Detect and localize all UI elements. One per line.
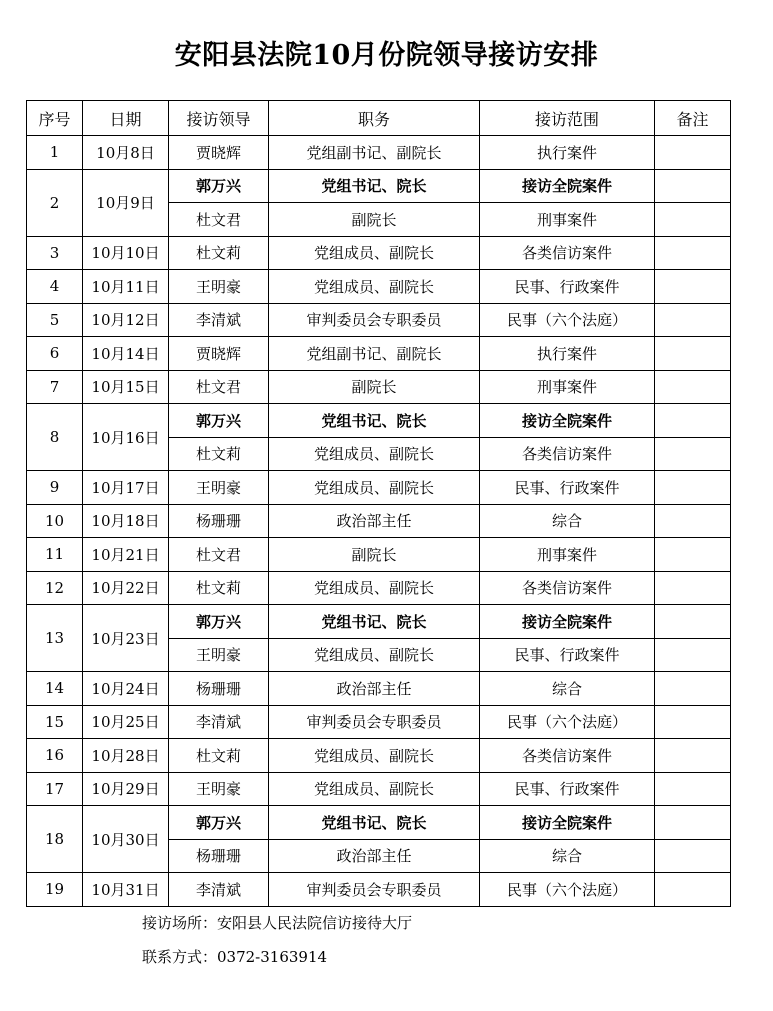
row-leader: 李清斌 — [169, 303, 269, 337]
row-leader: 杜文莉 — [169, 739, 269, 773]
table-row — [27, 303, 731, 337]
row-scope: 各类信访案件 — [480, 739, 655, 773]
row-note — [655, 437, 731, 471]
row-note — [655, 270, 731, 304]
row-note — [655, 303, 731, 337]
row-date: 10月28日 — [83, 739, 169, 773]
table-row — [27, 236, 731, 270]
footer-contact: 联系方式：0372-3163914 — [142, 948, 328, 966]
schedule-table — [26, 100, 731, 907]
row-scope: 民事、行政案件 — [480, 471, 655, 505]
row-no: 19 — [27, 873, 83, 907]
row-position: 政治部主任 — [269, 672, 480, 706]
row-scope: 刑事案件 — [480, 370, 655, 404]
table-row — [27, 337, 731, 371]
row-position: 副院长 — [269, 203, 480, 237]
row-leader: 王明豪 — [169, 638, 269, 672]
table-row — [27, 504, 731, 538]
header-position: 职务 — [269, 101, 480, 136]
row-leader: 杨珊珊 — [169, 504, 269, 538]
row-leader: 李清斌 — [169, 873, 269, 907]
row-position: 党组成员、副院长 — [269, 270, 480, 304]
row-no: 4 — [27, 270, 83, 304]
row-position: 党组书记、院长 — [269, 169, 480, 203]
row-scope: 民事（六个法庭） — [480, 705, 655, 739]
table-row — [27, 672, 731, 706]
table-row — [27, 739, 731, 773]
row-note — [655, 337, 731, 371]
row-scope: 各类信访案件 — [480, 236, 655, 270]
row-note — [655, 538, 731, 572]
row-leader: 杜文君 — [169, 370, 269, 404]
table-row — [27, 772, 731, 806]
table-row — [27, 705, 731, 739]
row-no: 6 — [27, 337, 83, 371]
row-leader: 杨珊珊 — [169, 672, 269, 706]
row-date: 10月22日 — [83, 571, 169, 605]
row-scope: 接访全院案件 — [480, 605, 655, 639]
row-position: 副院长 — [269, 538, 480, 572]
row-position: 政治部主任 — [269, 839, 480, 873]
row-position: 党组成员、副院长 — [269, 571, 480, 605]
row-no: 2 — [27, 169, 83, 236]
table-row — [27, 873, 731, 907]
row-date: 10月15日 — [83, 370, 169, 404]
table-row — [27, 806, 731, 840]
row-scope: 刑事案件 — [480, 538, 655, 572]
row-leader: 李清斌 — [169, 705, 269, 739]
row-no: 9 — [27, 471, 83, 505]
row-note — [655, 772, 731, 806]
row-note — [655, 839, 731, 873]
row-note — [655, 638, 731, 672]
row-no: 3 — [27, 236, 83, 270]
table-row — [27, 370, 731, 404]
row-scope: 执行案件 — [480, 337, 655, 371]
row-date: 10月31日 — [83, 873, 169, 907]
row-leader: 郭万兴 — [169, 169, 269, 203]
row-note — [655, 203, 731, 237]
table-row — [27, 605, 731, 639]
row-position: 审判委员会专职委员 — [269, 303, 480, 337]
row-note — [655, 571, 731, 605]
header-leader: 接访领导 — [169, 101, 269, 136]
table-row — [27, 169, 731, 203]
row-scope: 刑事案件 — [480, 203, 655, 237]
row-leader: 杜文莉 — [169, 236, 269, 270]
row-position: 审判委员会专职委员 — [269, 873, 480, 907]
row-note — [655, 806, 731, 840]
row-leader: 杜文莉 — [169, 437, 269, 471]
row-leader: 杜文君 — [169, 203, 269, 237]
row-position: 党组成员、副院长 — [269, 739, 480, 773]
row-no: 5 — [27, 303, 83, 337]
row-leader: 郭万兴 — [169, 605, 269, 639]
row-date: 10月14日 — [83, 337, 169, 371]
row-scope: 民事、行政案件 — [480, 638, 655, 672]
row-position: 党组成员、副院长 — [269, 236, 480, 270]
row-date: 10月30日 — [83, 806, 169, 873]
table-row — [27, 538, 731, 572]
row-note — [655, 404, 731, 438]
table-row — [27, 404, 731, 438]
row-position: 党组书记、院长 — [269, 806, 480, 840]
row-note — [655, 169, 731, 203]
row-note — [655, 471, 731, 505]
row-no: 7 — [27, 370, 83, 404]
row-no: 8 — [27, 404, 83, 471]
row-no: 17 — [27, 772, 83, 806]
row-leader: 王明豪 — [169, 270, 269, 304]
table-row — [27, 136, 731, 170]
row-leader: 杜文莉 — [169, 571, 269, 605]
row-date: 10月25日 — [83, 705, 169, 739]
row-position: 党组副书记、副院长 — [269, 136, 480, 170]
row-scope: 接访全院案件 — [480, 169, 655, 203]
row-no: 14 — [27, 672, 83, 706]
row-position: 党组成员、副院长 — [269, 437, 480, 471]
row-date: 10月10日 — [83, 236, 169, 270]
row-note — [655, 136, 731, 170]
row-date: 10月23日 — [83, 605, 169, 672]
row-scope: 各类信访案件 — [480, 437, 655, 471]
row-note — [655, 605, 731, 639]
row-date: 10月9日 — [83, 169, 169, 236]
row-note — [655, 370, 731, 404]
row-leader: 郭万兴 — [169, 806, 269, 840]
footer-location: 接访场所：安阳县人民法院信访接待大厅 — [142, 914, 413, 932]
row-leader: 郭万兴 — [169, 404, 269, 438]
row-date: 10月8日 — [83, 136, 169, 170]
row-position: 政治部主任 — [269, 504, 480, 538]
row-leader: 贾晓辉 — [169, 337, 269, 371]
row-date: 10月18日 — [83, 504, 169, 538]
row-scope: 综合 — [480, 672, 655, 706]
row-scope: 接访全院案件 — [480, 806, 655, 840]
row-date: 10月17日 — [83, 471, 169, 505]
row-leader: 杜文君 — [169, 538, 269, 572]
table-row — [27, 270, 731, 304]
row-leader: 贾晓辉 — [169, 136, 269, 170]
row-leader: 王明豪 — [169, 471, 269, 505]
row-note — [655, 236, 731, 270]
row-position: 审判委员会专职委员 — [269, 705, 480, 739]
table-row — [27, 571, 731, 605]
row-date: 10月24日 — [83, 672, 169, 706]
row-date: 10月12日 — [83, 303, 169, 337]
row-position: 党组书记、院长 — [269, 404, 480, 438]
row-no: 15 — [27, 705, 83, 739]
row-scope: 接访全院案件 — [480, 404, 655, 438]
header-date: 日期 — [83, 101, 169, 136]
row-scope: 综合 — [480, 504, 655, 538]
row-no: 1 — [27, 136, 83, 170]
row-scope: 民事、行政案件 — [480, 270, 655, 304]
row-no: 13 — [27, 605, 83, 672]
row-no: 11 — [27, 538, 83, 572]
row-no: 10 — [27, 504, 83, 538]
row-scope: 民事、行政案件 — [480, 772, 655, 806]
row-no: 18 — [27, 806, 83, 873]
row-position: 党组书记、院长 — [269, 605, 480, 639]
row-scope: 各类信访案件 — [480, 571, 655, 605]
row-note — [655, 739, 731, 773]
row-position: 党组副书记、副院长 — [269, 337, 480, 371]
page-title: 安阳县法院10月份院领导接访安排 — [174, 40, 599, 71]
row-position: 党组成员、副院长 — [269, 471, 480, 505]
row-date: 10月11日 — [83, 270, 169, 304]
row-scope: 综合 — [480, 839, 655, 873]
row-scope: 民事（六个法庭） — [480, 303, 655, 337]
table-header-row — [27, 101, 731, 136]
header-note: 备注 — [655, 101, 731, 136]
header-no: 序号 — [27, 101, 83, 136]
row-scope: 执行案件 — [480, 136, 655, 170]
row-no: 12 — [27, 571, 83, 605]
header-scope: 接访范围 — [480, 101, 655, 136]
row-leader: 王明豪 — [169, 772, 269, 806]
row-position: 党组成员、副院长 — [269, 772, 480, 806]
table-row — [27, 471, 731, 505]
row-no: 16 — [27, 739, 83, 773]
row-date: 10月16日 — [83, 404, 169, 471]
row-note — [655, 873, 731, 907]
row-position: 党组成员、副院长 — [269, 638, 480, 672]
row-position: 副院长 — [269, 370, 480, 404]
row-note — [655, 672, 731, 706]
row-scope: 民事（六个法庭） — [480, 873, 655, 907]
row-note — [655, 705, 731, 739]
row-date: 10月21日 — [83, 538, 169, 572]
row-date: 10月29日 — [83, 772, 169, 806]
row-leader: 杨珊珊 — [169, 839, 269, 873]
row-note — [655, 504, 731, 538]
